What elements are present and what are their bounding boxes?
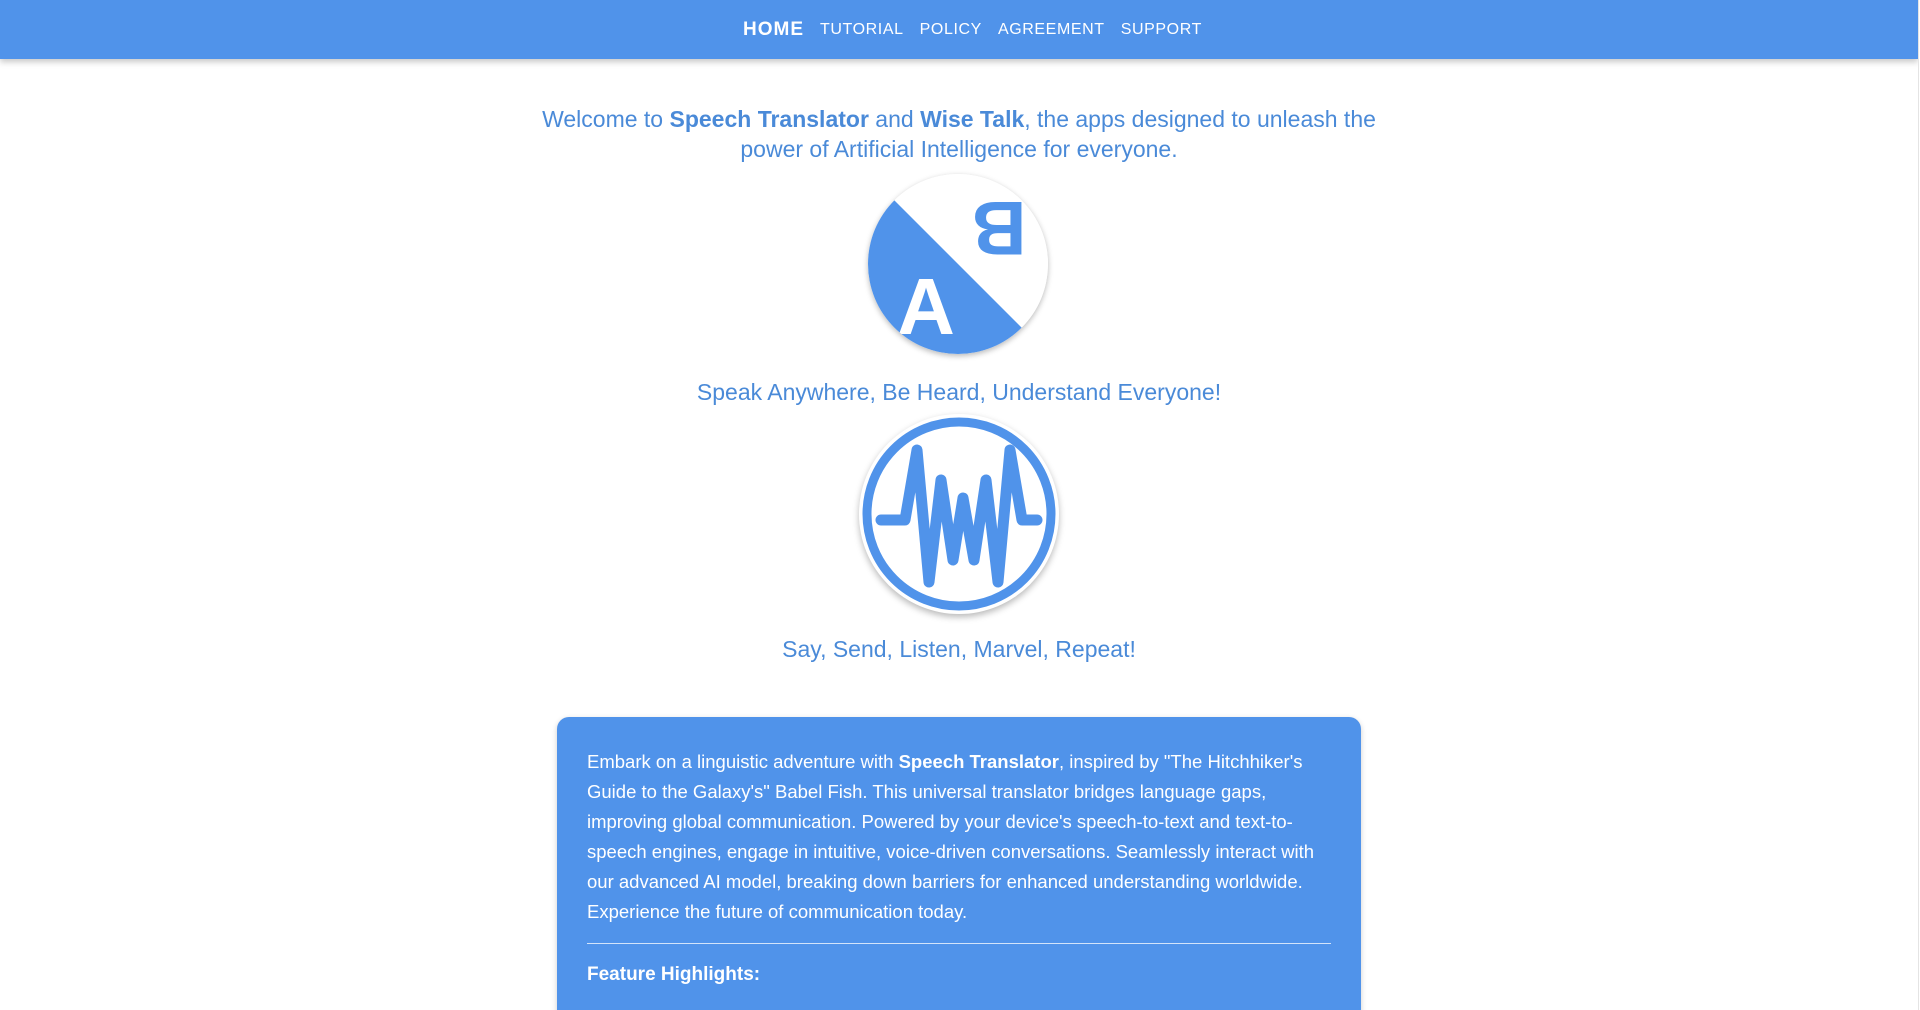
feature-highlights-heading: Feature Highlights:: [587, 964, 761, 985]
nav-policy-link[interactable]: POLICY: [919, 20, 982, 38]
speech-translator-tagline: Speak Anywhere, Be Heard, Understand Everyone!: [696, 379, 1222, 405]
app-name-speech-translator: Speech Translator: [669, 106, 869, 132]
intro-prefix: Embark on a linguistic adventure with: [587, 751, 899, 772]
speech-translator-logo-icon[interactable]: [868, 174, 1048, 354]
waveform-logo-graphic: [859, 414, 1059, 614]
welcome-and: and: [868, 106, 921, 132]
top-navbar: [0, 0, 1918, 59]
intro-app-name: Speech Translator: [898, 751, 1059, 772]
card-divider: [587, 943, 1331, 944]
intro-body: , inspired by "The Hitchhiker's Guide to the Galaxy's" Babel Fish. This universal translator bridges language gaps, improving global communication. Powered by your device's speech-to-text and text-to-speech engines, engage in intuitive, voice-driven conversations. Seamlessly interact with our advanced AI model, breaking down barriers for enhanced understanding worldwide. Experience the future of communication today.: [587, 751, 1315, 922]
info-card: [557, 717, 1361, 1010]
intro-paragraph: [587, 747, 1332, 927]
nav-support-link[interactable]: SUPPORT: [1120, 20, 1202, 38]
nav-menu: [743, 0, 1218, 59]
app-name-wise-talk: Wise Talk: [920, 106, 1025, 132]
welcome-prefix: Welcome to: [542, 106, 670, 132]
wise-talk-logo-icon[interactable]: [859, 414, 1059, 614]
welcome-suffix: , the apps designed to unleash the power of Artificial Intelligence for everyone.: [740, 106, 1376, 162]
nav-tutorial-link[interactable]: TUTORIAL: [820, 20, 904, 38]
nav-agreement-link[interactable]: AGREEMENT: [997, 20, 1105, 38]
logo-letter-b: B: [971, 185, 1027, 270]
wise-talk-tagline: Say, Send, Listen, Marvel, Repeat!: [782, 636, 1136, 662]
welcome-heading: [535, 104, 1383, 164]
nav-home-link[interactable]: HOME: [743, 18, 804, 40]
ab-logo-graphic: [868, 174, 1048, 354]
logo-letter-a: A: [897, 262, 955, 351]
